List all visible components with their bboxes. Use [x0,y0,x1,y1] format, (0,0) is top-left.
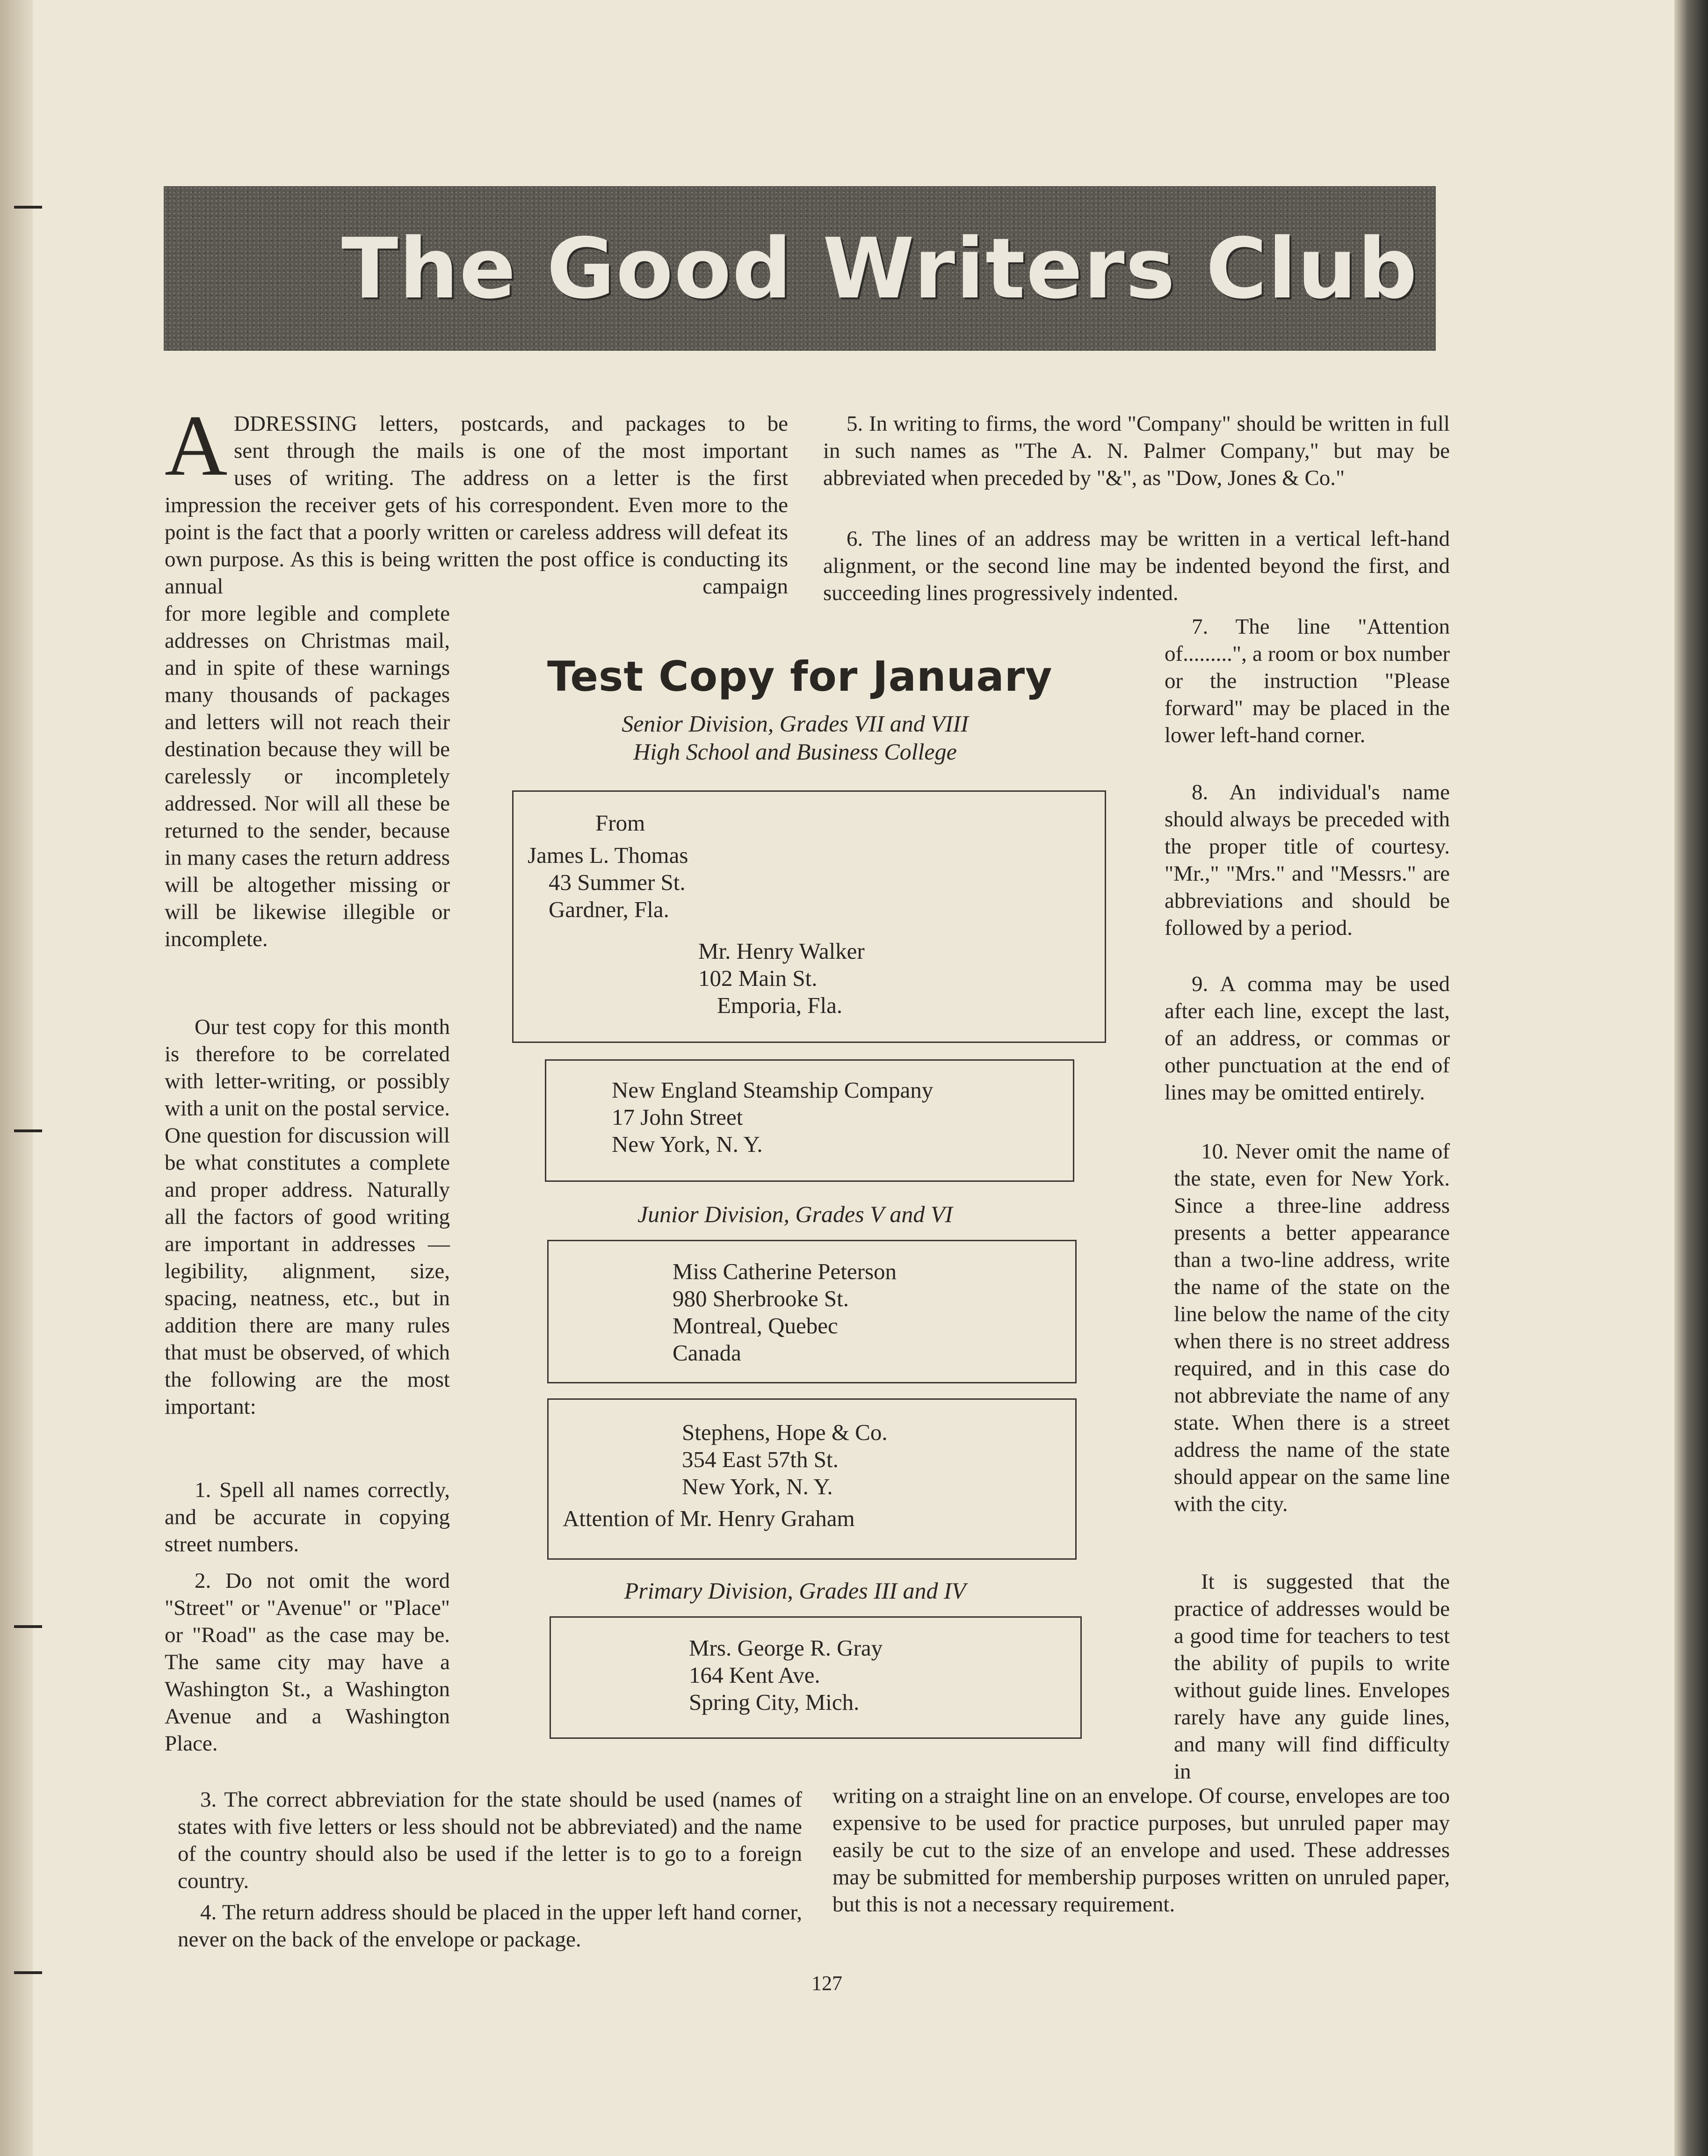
recipient-name: Mr. Henry Walker [698,938,865,964]
closing-paragraph: It is suggested that the practice of addresses would be a good time for teachers to test the ability of pupils to write without guide lines. Envelopes rarely have any guide lines, and many will find difficulty in [1174,1570,1450,1784]
from-label: From [595,810,645,836]
binding-mark [14,1625,42,1628]
intro-line-2: sent through the mails is one of the most important [234,439,788,463]
binding-mark [14,206,42,209]
high-school-label: High School and Business College [633,738,957,765]
test-copy-paragraph: Our test copy for this month is therefore to be correlated with letter-writing, or possibly with a unit on the postal service. One question for discussion will be what constitutes a complete and proper address. Naturally all the factors of good writing are important in addresses — legibility, alignment, size, spacing, neatness, etc., but in addition there are many rules that must be observed, of which the following are the most important: [165,1015,450,1419]
recipient-street: 102 Main St. [698,965,818,991]
primary-division-label: Primary Division, Grades III and IV [624,1577,966,1604]
binding-mark [14,1971,42,1974]
rule-5: 5. In writing to firms, the word "Company" should be written in full in such names as "The A. N. Palmer Company," but may be abbreviated when preceded by "&", as "Dow, Jones & Co." [823,412,1450,490]
address-line: Canada [673,1340,741,1366]
book-spine [0,0,33,2156]
rule-1: 1. Spell all names correctly, and be accurate in copying street numbers. [165,1478,450,1556]
drop-cap: A [165,398,228,494]
rule-2: 2. Do not omit the word "Street" or "Avenue" or "Place" or "Road" as the case may be. The same city may have a Washington St., a Washington Avenue and a Washington Place. [165,1569,450,1756]
address-line: Stephens, Hope & Co. [682,1419,888,1445]
test-copy-title: Test Copy for January [547,652,1053,701]
intro-narrow-column: for more legible and complete addresses on Christmas mail, and in spite of these warnings many thousands of packages and letters will not reach their destination because they will be carelessly or incompletely addressed. Nor will all these be returned to the sender, because in many cases the return address will be altogether missing or will be likewise illegible or incomplete. [165,601,450,951]
address-line: 164 Kent Ave. [689,1662,820,1688]
intro-line-1: DDRESSING letters, postcards, and packages to be [234,412,788,436]
senior-division-label: Senior Division, Grades VII and VIII [622,710,969,737]
page-title: The Good Writers Club [341,220,1419,317]
sender-name: James L. Thomas [528,842,688,868]
address-line: New England Steamship Company [612,1077,934,1103]
address-line: 354 East 57th St. [682,1447,839,1472]
sender-street: 43 Summer St. [549,869,686,895]
address-line: Spring City, Mich. [689,1689,860,1715]
address-box-3 [547,1240,1077,1383]
rule-3: 3. The correct abbreviation for the state should be used (names of states with five letters or less should not be abbreviated) and the name of the country should also be used if the letter is to go to a foreign country. [178,1787,802,1893]
address-box-4 [547,1398,1077,1560]
sender-city: Gardner, Fla. [549,897,669,922]
page-edge-shadow [1674,0,1708,2156]
junior-division-label: Junior Division, Grades V and VI [637,1201,953,1227]
address-line: 980 Sherbrooke St. [673,1286,849,1311]
rule-10: 10. Never omit the name of the state, even for New York. Since a three-line address presents a better appearance than a two-line address, write the name of the state on the line below the name of the city when there is no street address required, and in this case do not abbreviate the name of any state. When there is a street address the name of the state should appear on the same line with the city. [1174,1139,1450,1516]
closing-paragraph-continued: writing on a straight line on an envelope. Of course, envelopes are too expensive to be used for practice purposes, but unruled paper may easily be cut to the size of an envelope and used. These addresses may be submitted for membership purposes written on unruled paper, but this is not a necessary requirement. [832,1784,1450,1917]
intro-paragraph: impression the receiver gets of his correspondent. Even more to the point is the fact that a poorly written or careless address will defeat its own purpose. As this is being written the post office is conducting its annual campaign [165,493,788,599]
attention-line: Attention of Mr. Henry Graham [563,1505,855,1531]
address-box-2 [545,1059,1074,1182]
address-box-1 [512,790,1106,1043]
binding-mark [14,1129,42,1132]
title-banner [164,186,1436,351]
recipient-city: Emporia, Fla. [717,992,843,1018]
address-box-5 [550,1616,1082,1739]
rule-7: 7. The line "Attention of.........", a room or box number or the instruction "Please forward" may be placed in the lower left-hand corner. [1165,615,1450,747]
rule-4: 4. The return address should be placed in the upper left hand corner, never on the back of the envelope or package. [178,1900,802,1952]
intro-line-3: uses of writing. The address on a letter is the first [234,466,788,490]
address-line: 17 John Street [612,1104,743,1130]
rule-9: 9. A comma may be used after each line, except the last, of an address, or commas or other punctuation at the end of lines may be omitted entirely. [1165,972,1450,1105]
rule-6: 6. The lines of an address may be written in a vertical left-hand alignment, or the second line may be indented beyond the first, and succeeding lines progressively indented. [823,527,1450,605]
address-line: Mrs. George R. Gray [689,1635,883,1661]
page-number: 127 [811,1972,842,1995]
address-line: Miss Catherine Peterson [673,1259,897,1284]
address-line: New York, N. Y. [682,1474,833,1499]
rule-8: 8. An individual's name should always be preceded with the proper title of courtesy. "Mr.," "Mrs." and "Messrs." are abbreviations and should be followed by a period. [1165,780,1450,940]
address-line: New York, N. Y. [612,1131,763,1157]
address-line: Montreal, Quebec [673,1313,838,1338]
